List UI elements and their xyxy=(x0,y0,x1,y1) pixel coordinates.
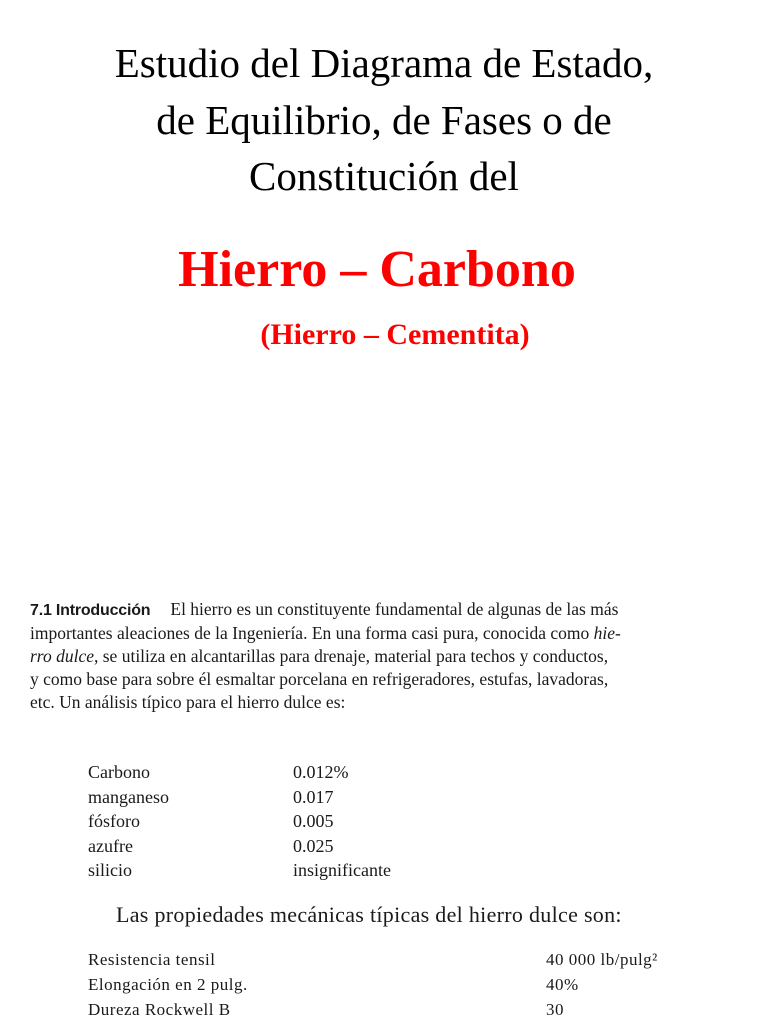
intro-text-1: El hierro es un constituyente fundamental de algunas de las más xyxy=(170,599,619,619)
property-row xyxy=(88,975,728,1000)
composition-row xyxy=(88,787,448,812)
intro-italic-a: hie- xyxy=(593,623,621,643)
property-name: Resistencia tensil xyxy=(88,950,216,969)
composition-row xyxy=(88,762,448,787)
property-row xyxy=(88,1000,728,1025)
property-row xyxy=(88,950,728,975)
intro-text-3: , se utiliza en alcantarillas para drenaje, material para techos y conductos, xyxy=(94,646,609,666)
scanned-text-block xyxy=(30,598,730,714)
property-name: Elongación en 2 pulg. xyxy=(88,975,248,994)
property-value: 40% xyxy=(546,975,579,994)
intro-italic-b: rro dulce xyxy=(30,646,94,666)
properties-table xyxy=(88,950,728,1025)
intro-line-4: y como base para sobre él esmaltar porcelana en refrigeradores, estufas, lavadoras, xyxy=(30,669,609,689)
highlight-subtitle: (Hierro – Cementita) xyxy=(260,318,530,351)
element-value: 0.012% xyxy=(293,762,349,782)
title-line-2: de Equilibrio, de Fases o de xyxy=(156,97,612,143)
element-name: silicio xyxy=(88,860,132,880)
element-value: 0.025 xyxy=(293,835,334,856)
intro-text-2: importantes aleaciones de la Ingeniería. En una forma casi pura, conocida como xyxy=(30,623,594,643)
intro-line-3 xyxy=(30,645,730,668)
section-heading: 7.1 Introducción xyxy=(30,602,151,619)
intro-line-1 xyxy=(30,598,730,622)
intro-line-5: etc. Un análisis típico para el hierro dulce es: xyxy=(30,692,346,712)
element-value: 0.005 xyxy=(293,811,334,831)
title-line-3: Constitución del xyxy=(249,153,519,199)
element-name: fósforo xyxy=(88,811,140,831)
element-value: 0.017 xyxy=(293,786,334,807)
properties-title: Las propiedades mecánicas típicas del hierro dulce son: xyxy=(116,902,622,927)
property-value: 40 000 lb/pulg² xyxy=(546,950,658,969)
composition-row xyxy=(88,860,448,885)
title-line-1: Estudio del Diagrama de Estado, xyxy=(114,40,654,86)
composition-row xyxy=(88,836,448,861)
composition-row xyxy=(88,811,448,836)
highlight-title: Hierro – Carbono xyxy=(178,241,576,298)
element-name: Carbono xyxy=(88,762,150,782)
composition-table xyxy=(88,762,448,885)
element-value: insignificante xyxy=(293,860,391,880)
element-name: manganeso xyxy=(88,786,169,807)
property-name: Dureza Rockwell B xyxy=(88,1000,231,1019)
element-name: azufre xyxy=(88,835,133,856)
intro-paragraph xyxy=(30,598,730,714)
property-value: 30 xyxy=(546,1000,564,1019)
intro-line-2 xyxy=(30,622,730,645)
